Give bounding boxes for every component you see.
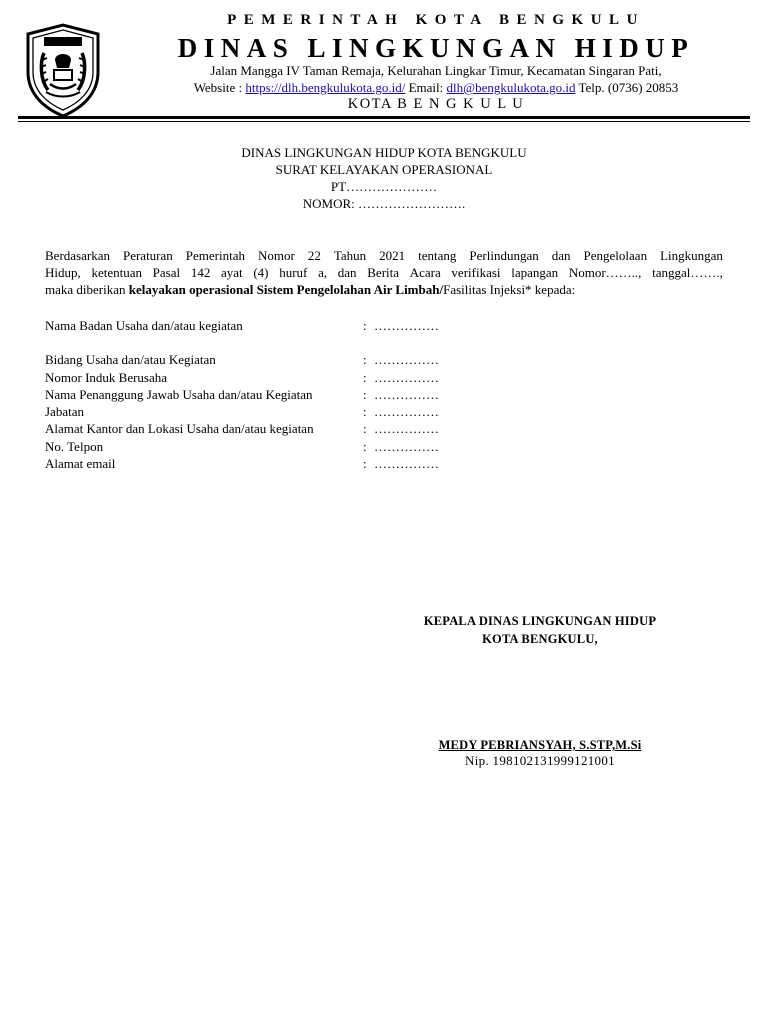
field-colon: : [363, 370, 367, 385]
body-text: maka diberikan [45, 282, 129, 297]
body-paragraph-line-3 [45, 282, 723, 298]
letterhead-divider-thick [18, 116, 750, 119]
body-emphasis: kelayakan operasional Sistem Pengelolahan Air Limbah/ [128, 282, 444, 297]
email-link[interactable]: dlh@bengkulukota.go.id [446, 80, 576, 95]
paragraph-word: Pemerintah [185, 248, 245, 263]
field-label: Alamat Kantor dan Lokasi Usaha dan/atau kegiatan [45, 421, 314, 436]
paragraph-word: huruf [279, 265, 308, 280]
paragraph-word: Pasal [152, 265, 181, 280]
letterhead-divider-thin [18, 121, 750, 122]
field-value-blank: …………… [374, 387, 439, 402]
paragraph-word: Tahun [333, 248, 367, 263]
paragraph-word: (4) [253, 265, 269, 280]
paragraph-word: ketentuan [91, 265, 142, 280]
field-colon: : [363, 456, 367, 471]
field-value-blank: …………… [374, 352, 439, 367]
paragraph-word: Berita [367, 265, 400, 280]
website-link[interactable]: https://dlh.bengkulukota.go.id/ [245, 80, 406, 95]
field-label: Nama Badan Usaha dan/atau kegiatan [45, 318, 243, 333]
paragraph-word: Lingkungan [660, 248, 723, 263]
paragraph-word: tanggal……., [652, 265, 723, 280]
paragraph-word: Peraturan [122, 248, 173, 263]
field-value-blank: …………… [374, 456, 439, 471]
company-name-placeholder: PT………………… [330, 179, 438, 194]
field-label: Nama Penanggung Jawab Usaha dan/atau Kegiatan [45, 387, 313, 402]
signatory-position: KEPALA DINAS LINGKUNGAN HIDUP [423, 614, 657, 628]
website-label: Website : [193, 80, 246, 95]
field-label: Bidang Usaha dan/atau Kegiatan [45, 352, 216, 367]
city-emblem-logo [22, 20, 104, 120]
body-paragraph-line-1 [45, 248, 723, 264]
document-number-placeholder: NOMOR: ……………………. [302, 196, 466, 211]
paragraph-word: Perlindungan [469, 248, 539, 263]
paragraph-word: 22 [307, 248, 321, 263]
field-value-blank: …………… [374, 318, 439, 333]
body-paragraph-line-2 [45, 265, 723, 281]
paragraph-word: ayat [221, 265, 243, 280]
field-colon: : [363, 421, 367, 436]
field-colon: : [363, 387, 367, 402]
paragraph-word: Pengelolaan [583, 248, 648, 263]
field-colon: : [363, 318, 367, 333]
field-label: Nomor Induk Berusaha [45, 370, 168, 385]
body-text: Fasilitas Injeksi* kepada: [443, 282, 576, 297]
email-label: Email: [405, 80, 447, 95]
paragraph-word: Nomor [258, 248, 295, 263]
field-colon: : [363, 352, 367, 367]
agency-address: Jalan Mangga IV Taman Remaja, Kelurahan Lingkar Timur, Kecamatan Singaran Pati, [210, 63, 662, 78]
field-label: Jabatan [45, 404, 84, 419]
paragraph-word: verifikasi [451, 265, 501, 280]
paragraph-word: 142 [190, 265, 211, 280]
paragraph-word: a, [318, 265, 328, 280]
paragraph-word: lapangan [511, 265, 559, 280]
document-issuer: DINAS LINGKUNGAN HIDUP KOTA BENGKULU [241, 145, 527, 160]
field-label: No. Telpon [45, 439, 104, 454]
signatory-city: KOTA BENGKULU, [482, 632, 598, 646]
field-colon: : [363, 439, 367, 454]
paragraph-word: Nomor…….., [568, 265, 642, 280]
field-value-blank: …………… [374, 421, 439, 436]
field-value-blank: …………… [374, 370, 439, 385]
paragraph-word: dan [551, 248, 571, 263]
government-heading: PEMERINTAH KOTA BENGKULU [227, 12, 645, 28]
phone-number: Telp. (0736) 20853 [575, 80, 679, 95]
field-value-blank: …………… [374, 404, 439, 419]
paragraph-word: Berdasarkan [45, 248, 110, 263]
signatory-nip: Nip. 198102131999121001 [465, 753, 615, 768]
field-colon: : [363, 404, 367, 419]
signatory-name: MEDY PEBRIANSYAH, S.STP,M.Si [438, 738, 642, 752]
paragraph-word: Hidup, [45, 265, 81, 280]
agency-heading: DINAS LINGKUNGAN HIDUP [177, 33, 695, 63]
field-value-blank: …………… [374, 439, 439, 454]
document-title: SURAT KELAYAKAN OPERASIONAL [275, 162, 493, 177]
paragraph-word: Acara [409, 265, 441, 280]
paragraph-word: dan [337, 265, 357, 280]
paragraph-word: 2021 [379, 248, 406, 263]
paragraph-word: tentang [418, 248, 457, 263]
agency-contact-line [108, 80, 764, 96]
city-name: KOTA B E N G K U L U [347, 96, 525, 112]
field-label: Alamat email [45, 456, 116, 471]
